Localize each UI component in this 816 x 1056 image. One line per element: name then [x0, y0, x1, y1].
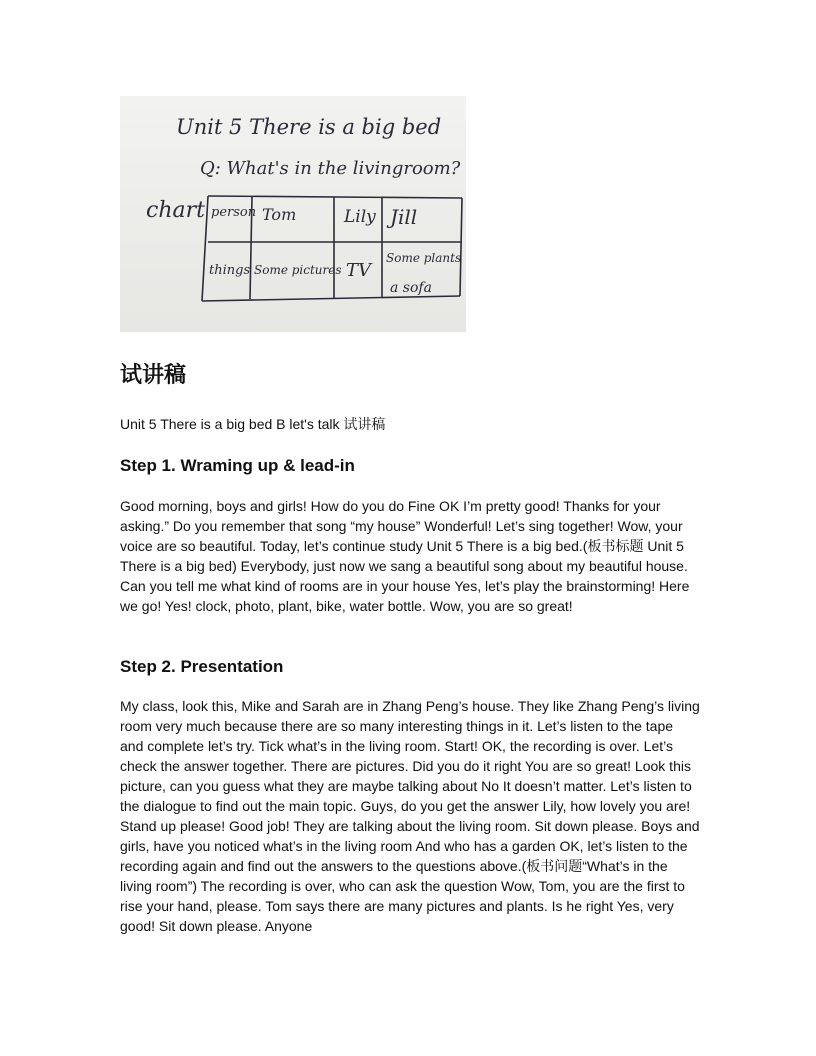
board-line-1: Unit 5 There is a big bed	[176, 115, 442, 139]
board-line-2: Q: What's in the livingroom?	[200, 158, 461, 179]
board-chart-label: chart	[146, 198, 205, 223]
document-title: 试讲稿	[120, 363, 187, 388]
board-cell-tv: TV	[346, 260, 372, 281]
board-cell-tom: Tom	[262, 205, 297, 224]
step2-paragraph: My class, look this, Mike and Sarah are in Zhang Peng’s house. They like Zhang Peng’s living room very much because there are so many interesting things in it. Let’s listen to the tape and complete let’s try. Tick what’s in the living room. Start! OK, the recording is over. Let’s check the answer together. There are pictures. Did you do it right You are so great! Look this picture, can you guess what they are maybe talking about No It doesn’t matter. Let’s listen to the dialogue to find out the main topic. Guys, do you get the answer Lily, how lovely you are! Stand up please! Good job! They are talking about the living room. Sit down please. Boys and girls, have you noticed what’s in the living room And who has a garden OK, let’s listen to the recording again and find out the answers to the questions above.(板书问题“What’s in the living room”) The recording is over, who can ask the question Wow, Tom, you are the first to rise your hand, please. Tom says there are many pictures and plants. Is he right Yes, very good! Sit down please. Anyone	[120, 698, 700, 934]
step2-heading: Step 2. Presentation	[120, 657, 284, 676]
board-cell-lily: Lily	[344, 207, 376, 227]
step1-heading: Step 1. Wraming up & lead-in	[120, 456, 355, 475]
board-cell-a-sofa: a sofa	[390, 280, 432, 296]
board-cell-some-plants: Some plants	[386, 251, 462, 265]
board-cell-jill: Jill	[390, 205, 418, 229]
step1-paragraph: Good morning, boys and girls! How do you do Fine OK I’m pretty good! Thanks for your asking.” Do you remember that song “my house” Wonderful! Let’s sing together! Wow, your voice are so beautiful. Today, let’s continue study Unit 5 There is a big bed.(板书标题 Unit 5 There is a big bed) Everybody, just now we sang a beautiful song about my beautiful house. Can you tell me what kind of rooms are in your house Yes, let’s play the brainstorming! Here we go! Yes! clock, photo, plant, bike, water bottle. Wow, you are so great!	[120, 498, 690, 614]
board-drawing	[120, 96, 466, 332]
board-cell-things: things	[209, 263, 251, 278]
document-subtitle: Unit 5 There is a big bed B let's talk 试讲稿	[120, 416, 386, 432]
board-cell-some-pictures: Some pictures	[254, 263, 342, 277]
handwritten-board-photo	[120, 96, 466, 332]
board-cell-person: person	[211, 205, 257, 220]
